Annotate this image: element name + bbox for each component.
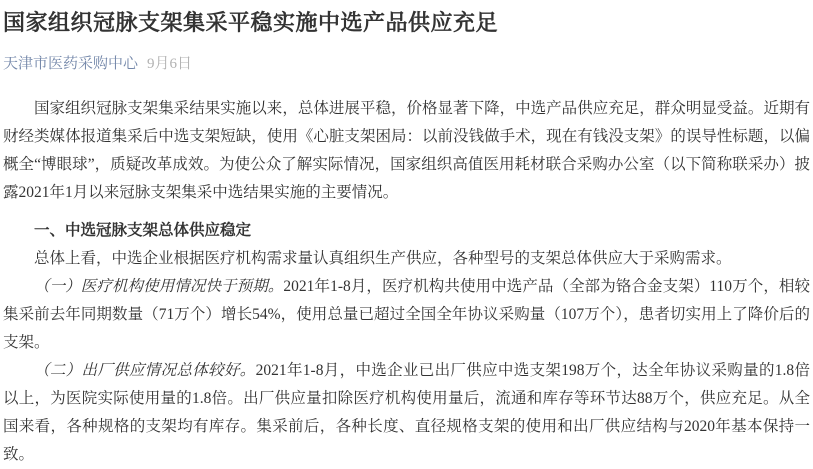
paragraph-intro: 国家组织冠脉支架集采结果实施以来，总体进展平稳，价格显著下降，中选产品供应充足，群众明显受益。近期有财经类媒体报道集采后中选支架短缺，使用《心脏支架困局：以前没钱做手术，现在有钱没支架》的误导性标题，以偏概全“博眼球”，质疑改革成效。为使公众了解实际情况，国家组织高值医用耗材联合采购办公室（以下简称联采办）披露2021年1月以来冠脉支架集采中选结果实施的主要情况。 — [3, 100, 810, 201]
source-account-link[interactable]: 天津市医药采购中心 — [3, 56, 139, 72]
paragraph-item-2 — [3, 357, 810, 469]
publish-date: 9月6日 — [147, 56, 193, 72]
item-2-text: 2021年1-8月，中选企业已出厂供应中选支架198万个，达全年协议采购量的1.8倍以上，为医院实际使用量的1.8倍。出厂供应量扣除医疗机构使用量后，流通和库存等环节达88万个，供应充足。从全国来看，各种规格的支架均有库存。集采前后，各种长度、直径规格支架的使用和出厂供应结构与2020年基本保持一致。 — [3, 362, 810, 463]
item-2-lead: （二）出厂供应情况总体较好。 — [34, 362, 256, 379]
item-1-text: 2021年1-8月，医疗机构共使用中选产品（全部为铬合金支架）110万个，相较集采前去年同期数量（71万个）增长54%，使用总量已超过全国全年协议采购量（107万个），患者切实用上了降价后的支架。 — [3, 278, 810, 351]
item-1-lead: （一）医疗机构使用情况快于预期。 — [34, 278, 284, 295]
byline — [3, 54, 810, 75]
section-heading-1: 一、中选冠脉支架总体供应稳定 — [34, 222, 252, 239]
paragraph-overview: 总体上看，中选企业根据医疗机构需求量认真组织生产供应，各种型号的支架总体供应大于采购需求。 — [34, 250, 732, 267]
article-title: 国家组织冠脉支架集采平稳实施中选产品供应充足 — [3, 10, 499, 35]
article-body — [3, 95, 810, 469]
paragraph-item-1 — [3, 273, 810, 357]
